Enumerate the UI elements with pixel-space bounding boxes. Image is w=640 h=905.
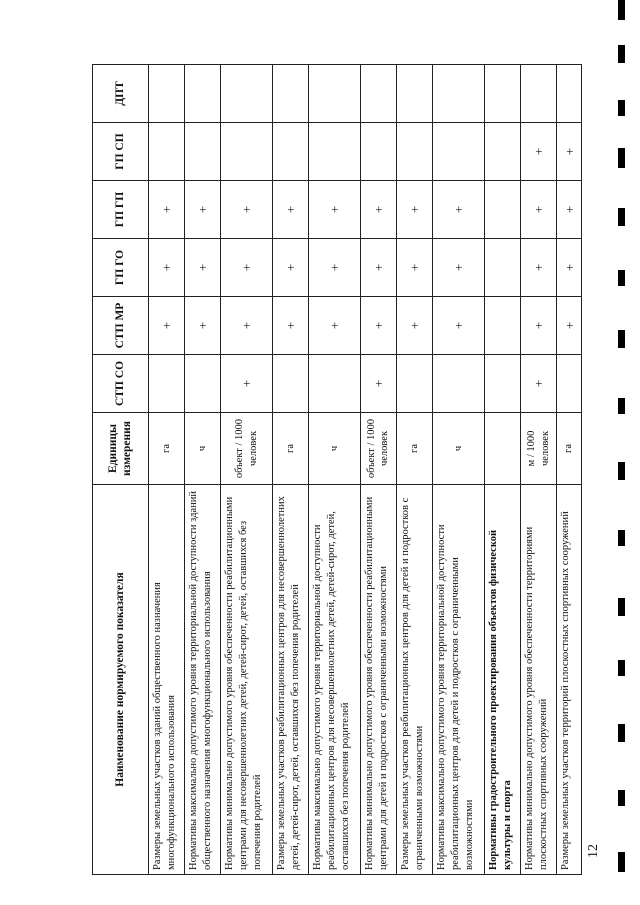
row-name: Нормативы максимально допустимого уровня территориальной доступности реабилитационных центров для детей и подростков с ограниченными возможностями [433,485,485,875]
row-mark: + [557,181,582,239]
row-unit: га [273,413,309,485]
scan-edge-mark [618,790,625,806]
row-mark: + [273,239,309,297]
row-mark: + [149,181,185,239]
row-mark: + [397,239,433,297]
row-mark: + [521,123,557,181]
section-empty-cell [484,413,520,485]
scan-edge-mark [618,330,625,348]
row-mark: + [185,297,221,355]
row-mark [273,65,309,123]
header-col-gp-sp: ГП СП [93,123,149,181]
row-name: Размеры земельных участков реабилитационных центров для несовершеннолетних детей, детей-сирот, детей, оставшихся без попечения родителей [273,485,309,875]
scan-edge-mark [618,660,625,676]
row-mark [149,65,185,123]
row-mark: + [521,297,557,355]
row-mark [309,65,361,123]
row-unit: га [557,413,582,485]
row-mark [433,123,485,181]
section-header-row [484,65,520,875]
row-mark [185,123,221,181]
row-mark: + [433,297,485,355]
row-unit: ч [433,413,485,485]
scan-edge-mark [618,270,625,286]
row-mark [149,123,185,181]
row-mark: + [309,297,361,355]
row-mark [397,123,433,181]
row-mark: + [397,297,433,355]
header-col-stp-so: СТП СО [93,355,149,413]
header-col-gp-gp: ГП ГП [93,181,149,239]
row-mark [397,355,433,413]
scan-edge-mark [618,598,625,616]
row-name: Нормативы минимально допустимого уровня обеспеченности реабилитационными центрами для детей и подростков с ограниченными возможностями [360,485,396,875]
row-mark: + [149,239,185,297]
table-row [185,65,221,875]
table-row [360,65,396,875]
row-mark: + [521,181,557,239]
row-mark [557,65,582,123]
row-mark: + [185,181,221,239]
row-name: Нормативы максимально допустимого уровня территориальной доступности реабилитационных центров для несовершеннолетних детей, детей-сирот, детей, оставшихся без попечения родителей [309,485,361,875]
section-empty-cell [484,239,520,297]
row-mark [185,65,221,123]
row-mark: + [433,239,485,297]
row-unit: га [397,413,433,485]
row-mark: + [521,239,557,297]
section-empty-cell [484,123,520,181]
header-col-dpt: ДПТ [93,65,149,123]
row-name: Нормативы минимально допустимого уровня обеспеченности реабилитационными центрами для несовершеннолетних детей, детей-сирот, детей, оставшихся без попечения родителей [221,485,273,875]
row-mark: + [309,181,361,239]
row-mark [185,355,221,413]
norms-table [92,64,582,875]
row-mark [309,355,361,413]
table-row [149,65,185,875]
scan-edge-mark [618,148,625,168]
scan-edge-mark [618,45,625,63]
scan-edge-mark [618,398,625,414]
table-row [221,65,273,875]
header-unit: Единицы измерения [93,413,149,485]
table-row [309,65,361,875]
row-mark: + [433,181,485,239]
row-mark: + [557,297,582,355]
header-row [93,65,149,875]
rotated-table-container [92,65,582,875]
scan-edge-mark [618,0,625,20]
row-unit: м / 1000 человек [521,413,557,485]
row-mark: + [273,297,309,355]
row-mark [433,355,485,413]
header-col-gp-go: ГП ГО [93,239,149,297]
scan-edge-mark [618,462,625,480]
row-mark: + [221,355,273,413]
row-mark: + [397,181,433,239]
row-mark [521,65,557,123]
row-mark: + [360,181,396,239]
row-mark [273,355,309,413]
scan-edge-mark [618,530,625,546]
table-row [273,65,309,875]
row-mark: + [221,297,273,355]
scan-edge-mark [618,208,625,226]
row-mark [360,65,396,123]
section-empty-cell [484,181,520,239]
row-mark: + [273,181,309,239]
row-unit: объект / 1000 человек [360,413,396,485]
row-name: Размеры земельных участков реабилитационных центров для детей и подростков с ограниченными возможностями [397,485,433,875]
row-mark: + [221,239,273,297]
row-name: Нормативы минимально допустимого уровня обеспеченности территориями плоскостных спортивных сооружений [521,485,557,875]
row-mark [557,355,582,413]
table-row [557,65,582,875]
row-mark [273,123,309,181]
scan-edge-mark [618,100,625,116]
row-mark: + [185,239,221,297]
row-mark [360,123,396,181]
row-unit: ч [185,413,221,485]
row-mark [309,123,361,181]
row-unit: ч [309,413,361,485]
row-mark: + [149,297,185,355]
header-name: Наименование нормируемого показателя [93,485,149,875]
row-mark: + [521,355,557,413]
row-mark [433,65,485,123]
row-mark [149,355,185,413]
section-title: Нормативы градостроительного проектирования объектов физической культуры и спорта [484,485,520,875]
row-mark: + [557,123,582,181]
scan-edge-mark [618,724,625,742]
row-mark: + [360,239,396,297]
row-unit: га [149,413,185,485]
section-empty-cell [484,297,520,355]
row-mark: + [557,239,582,297]
row-unit: объект / 1000 человек [221,413,273,485]
table-row [521,65,557,875]
row-mark: + [360,355,396,413]
section-empty-cell [484,355,520,413]
header-col-stp-mr: СТП МР [93,297,149,355]
row-mark [397,65,433,123]
row-name: Размеры земельных участков территорий плоскостных спортивных сооружений [557,485,582,875]
table-row [397,65,433,875]
table-row [433,65,485,875]
row-mark [221,123,273,181]
row-mark: + [360,297,396,355]
row-mark: + [221,181,273,239]
page-number: 12 [586,844,601,858]
row-name: Размеры земельных участков зданий общественного назначения многофункционального использования [149,485,185,875]
row-mark: + [309,239,361,297]
row-name: Нормативы максимально допустимого уровня территориальной доступности зданий общественного назначения многофункционального использования [185,485,221,875]
scan-edge-mark [618,852,625,872]
section-empty-cell [484,65,520,123]
row-mark [221,65,273,123]
